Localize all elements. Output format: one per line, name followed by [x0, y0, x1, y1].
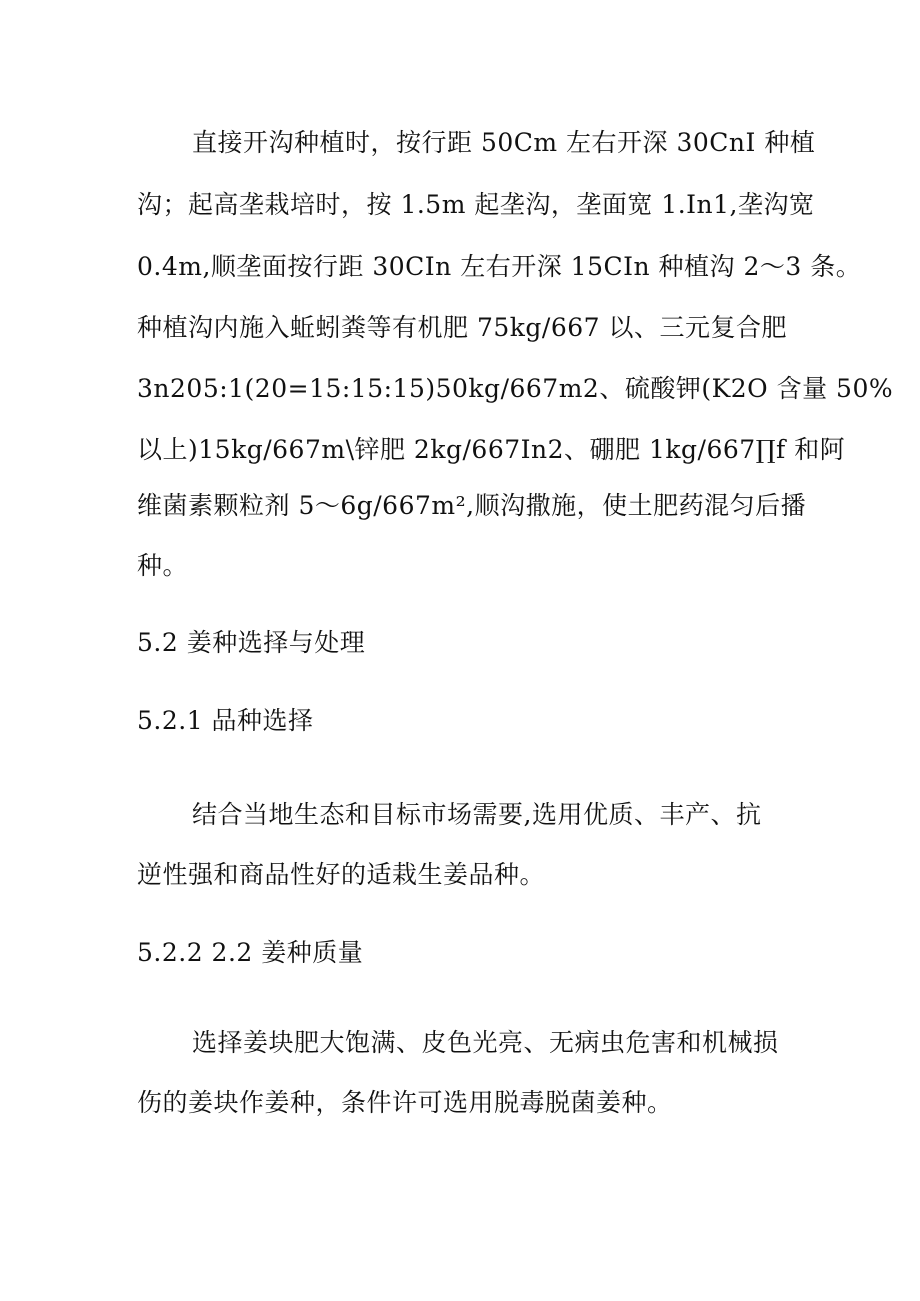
- paragraph-line: 以上)15kg/667m\锌肥 2kg/667In2、硼肥 1kg/667∏f 和阿: [137, 435, 846, 464]
- section-heading-5-2-1: 5.2.1 品种选择: [137, 706, 314, 735]
- paragraph-line: 种。: [137, 551, 189, 580]
- section-heading-5-2: 5.2 姜种选择与处理: [137, 628, 366, 657]
- paragraph-line: 0.4m,顺垄面按行距 30CIn 左右开深 15CIn 种植沟 2～3 条。: [137, 252, 862, 281]
- paragraph-line: 逆性强和商品性好的适栽生姜品种。: [137, 860, 546, 889]
- paragraph-line: 结合当地生态和目标市场需要,选用优质、丰产、抗: [192, 800, 762, 829]
- paragraph-line: 沟；起高垄栽培时，按 1.5m 起垄沟，垄面宽 1.In1,垄沟宽: [137, 190, 815, 219]
- paragraph-line: 选择姜块肥大饱满、皮色光亮、无病虫危害和机械损: [192, 1028, 779, 1057]
- paragraph-line: 3n205:1(20=15:15:15)50kg/667m2、硫酸钾(K2O 含量 50%: [137, 374, 894, 403]
- paragraph-line: 直接开沟种植时，按行距 50Cm 左右开深 30CnI 种植: [192, 128, 816, 157]
- paragraph-line: 维菌素颗粒剂 5～6g/667m²,顺沟撒施，使土肥药混匀后播: [137, 491, 807, 520]
- paragraph-line: 伤的姜块作姜种，条件许可选用脱毒脱菌姜种。: [137, 1088, 673, 1117]
- paragraph-line: 种植沟内施入蚯蚓粪等有机肥 75kg/667 以、三元复合肥: [137, 313, 787, 342]
- section-heading-5-2-2: 5.2.2 2.2 姜种质量: [137, 938, 364, 967]
